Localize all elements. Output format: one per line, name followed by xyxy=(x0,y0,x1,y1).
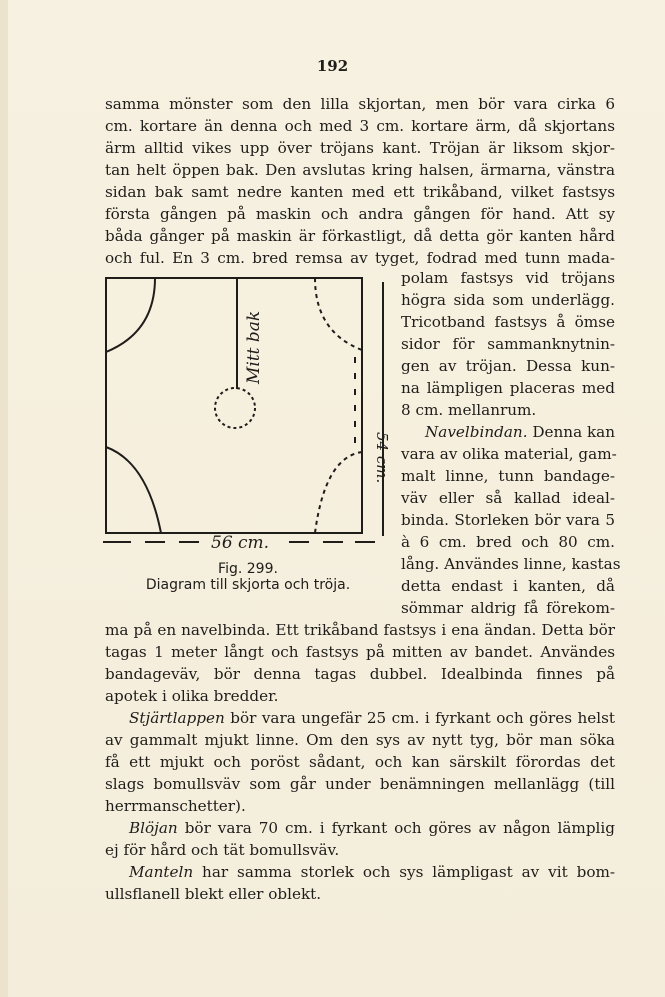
side-line: na lämpligen placeras med xyxy=(401,379,615,397)
side-line: sidor för sammanknytnin- xyxy=(401,335,615,353)
blojan-first-line: Blöjan bör vara 70 cm. i fyrkant och göres av någon lämplig xyxy=(129,819,615,837)
armhole-curve-top-left xyxy=(106,278,155,352)
figure-number: Fig. 299. xyxy=(218,561,278,577)
side-line: Tricotband fastsys å ömse xyxy=(401,313,615,331)
body-line: apotek i olika bredder. xyxy=(105,687,279,705)
body-line: och ful. En 3 cm. bred remsa av tyget, fodrad med tunn mada- xyxy=(105,249,615,267)
label-width: 56 cm. xyxy=(211,533,270,552)
body-line: cm. kortare än denna och med 3 cm. kortare ärm, då skjortans xyxy=(105,117,615,135)
body-line: ma på en navelbinda. Ett trikåband fastsys i ena ändan. Detta bör xyxy=(105,621,615,639)
body-line: tagas 1 meter långt och fastsys på mitten av bandet. Användes xyxy=(105,643,615,661)
side-line: högra sida som underlägg. xyxy=(401,291,615,309)
body-line: slags bomullsväv som går under benämningen mellanlägg (till xyxy=(105,775,615,793)
body-line: herrmanschetter). xyxy=(105,797,246,815)
body-line: få ett mjukt och poröst sådant, och kan särskilt förordas det xyxy=(105,753,615,771)
body-line: första gången på maskin och andra gången för hand. Att sy xyxy=(105,205,615,223)
navel-first-line xyxy=(425,422,615,444)
body-line: ej för hård och tät bomullsväv. xyxy=(105,841,340,859)
side-line: 8 cm. mellanrum. xyxy=(401,401,537,419)
pattern-diagram xyxy=(103,272,393,552)
inner-curve-top-right xyxy=(315,278,362,350)
side-line: malt linne, tunn bandage- xyxy=(401,467,615,485)
armhole-curve-bottom-left xyxy=(106,447,161,533)
body-line: tan helt öppen bak. Den avslutas kring halsen, ärmarna, vänstra xyxy=(105,161,615,179)
body-line: ullsflanell blekt eller oblekt. xyxy=(105,885,322,903)
side-line: vara av olika material, gam- xyxy=(401,445,617,463)
side-line: binda. Storleken bör vara 5 xyxy=(401,511,615,529)
body-line: sidan bak samt nedre kanten med ett trikåband, vilket fastsys xyxy=(105,183,615,201)
section-heading-blojan: Blöjan xyxy=(129,819,178,837)
section-heading-stjartlappen: Stjärtlappen xyxy=(129,709,225,727)
body-line: bandageväv, bör denna tagas dubbel. Idealbinda finnes på xyxy=(105,665,615,683)
figure-caption: Diagram till skjorta och tröja. xyxy=(145,577,351,593)
side-line: sömmar aldrig få förekom- xyxy=(401,599,615,617)
side-line: à 6 cm. bred och 80 cm. xyxy=(401,533,615,551)
body-line: samma mönster som den lilla skjortan, men bör vara cirka 6 xyxy=(105,95,615,113)
side-line: gen av tröjan. Dessa kun- xyxy=(401,357,615,375)
neck-circle xyxy=(215,388,255,428)
side-line: detta endast i kanten, då xyxy=(401,577,615,595)
page-edge xyxy=(0,0,8,997)
diagram-outline xyxy=(106,278,362,533)
section-heading-navelbindan: Navelbindan. xyxy=(425,423,528,441)
side-line: lång. Användes linne, kastas xyxy=(401,555,621,573)
navel-first-rest: Denna kan xyxy=(532,423,615,441)
stjart-first-line: Stjärtlappen bör vara ungefär 25 cm. i fyrkant och göres helst xyxy=(129,709,616,727)
label-height: 54 cm. xyxy=(373,432,391,484)
page-number: 192 xyxy=(316,57,349,75)
label-mitt-bak: Mitt bak xyxy=(244,310,264,384)
manteln-first-line: Manteln har samma storlek och sys lämpligast av vit bom- xyxy=(129,863,615,881)
body-line: båda gånger på maskin är förkastligt, då detta gör kanten hård xyxy=(105,227,615,245)
body-line: av gammalt mjukt linne. Om den sys av nytt tyg, bör man söka xyxy=(105,731,615,749)
section-heading-manteln: Manteln xyxy=(129,863,194,881)
inner-curve-bottom-right xyxy=(315,452,362,533)
body-line: ärm alltid vikes upp över tröjans kant. Tröjan är liksom skjor- xyxy=(105,139,615,157)
side-line: polam fastsys vid tröjans xyxy=(401,269,615,287)
side-line: väv eller så kallad ideal- xyxy=(401,489,615,507)
